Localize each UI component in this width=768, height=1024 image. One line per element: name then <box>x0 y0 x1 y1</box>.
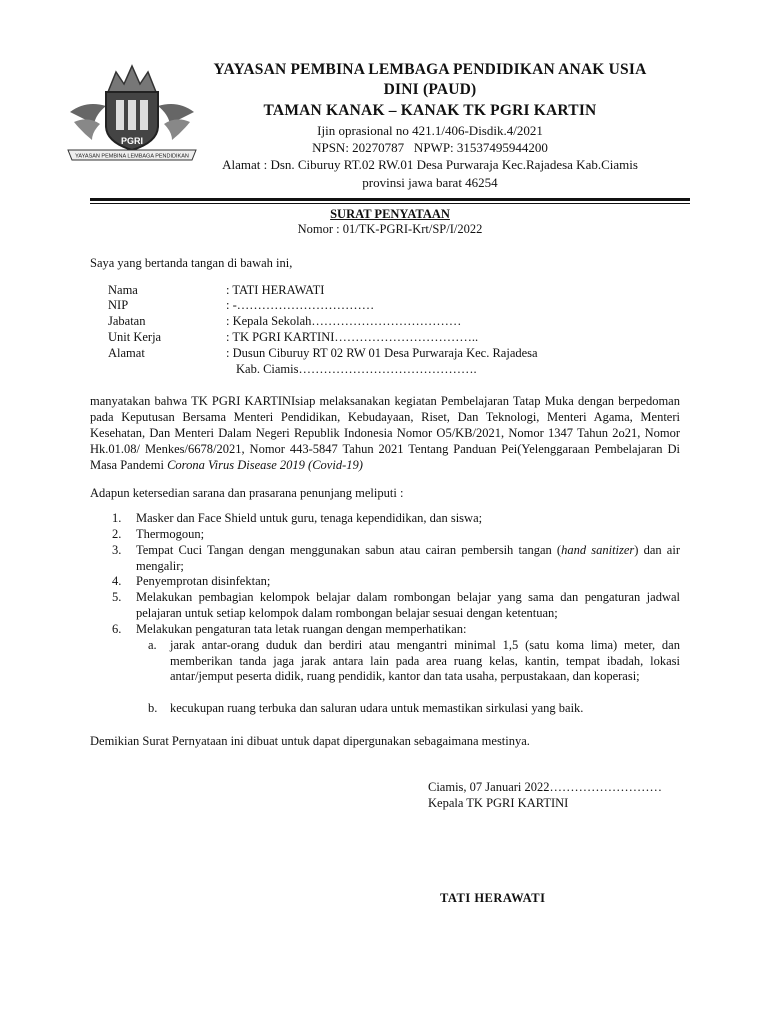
header-rule-thin <box>90 203 690 204</box>
document-title: SURAT PENYATAAN <box>330 207 450 221</box>
logo-banner-text: YAYASAN PEMBINA LEMBAGA PENDIDIKAN <box>75 153 189 160</box>
sublist-item-text: jarak antar-orang duduk dan berdiri atau mengantri minimal 1,5 (satu koma lima) meter, dan memberikan tanda jaga jarak antara lain pada area ruang kelas, kantin, tempat ibadah, lokasi antar/jemput peserta didik, ruang pendidik, kantor dan tata usaha, perpustakaan, dan koperasi; <box>170 638 680 683</box>
npsn-npwp-line: NPSN: 20270787 NPWP: 31537495944200 <box>312 140 548 155</box>
facilities-intro: Adapun ketersedian sarana dan prasarana penunjang meliputi : <box>90 486 404 500</box>
list-item-text: Masker dan Face Shield untuk guru, tenaga kependidikan, dan siswa; <box>136 511 483 525</box>
statement-italic: Corona Virus Disease 2019 (Covid-19) <box>167 458 363 472</box>
list-item-text: Melakukan pembagian kelompok belajar dalam rombongan belajar yang sama dan pengaturan jadwal pelajaran untuk setiap kelompok dalam rombongan belajar sesuai dengan ketentuan; <box>136 590 680 620</box>
org-name-line1: YAYASAN PEMBINA LEMBAGA PENDIDIKAN ANAK USIA <box>213 61 647 78</box>
list-item-number: 4. <box>112 574 122 588</box>
identity-value-address: : Dusun Ciburuy RT 02 RW 01 Desa Purwaraja Kec. Rajadesa <box>226 346 538 360</box>
signature-position: Kepala TK PGRI KARTINI <box>428 796 569 810</box>
list-item-text: Penyemprotan disinfektan; <box>136 574 271 588</box>
identity-label-unit: Unit Kerja <box>108 330 162 344</box>
address-line1: Alamat : Dsn. Ciburuy RT.02 RW.01 Desa Purwaraja Kec.Rajadesa Kab.Ciamis <box>222 157 638 172</box>
sublist-item-text: kecukupan ruang terbuka dan saluran udara untuk memastikan sirkulasi yang baik. <box>170 701 584 715</box>
signature-name: TATI HERAWATI <box>440 891 546 905</box>
list-item-text: Melakukan pengaturan tata letak ruangan dengan memperhatikan: <box>136 622 467 636</box>
list-item-text-part: ) dan air mengalir; <box>136 543 680 573</box>
sublist-item-letter: a. <box>148 638 157 652</box>
permit-line: Ijin oprasional no 421.1/406-Disdik.4/2021 <box>317 123 543 138</box>
identity-label-nip: NIP <box>108 298 129 312</box>
address-line2: provinsi jawa barat 46254 <box>362 175 498 190</box>
identity-value-position: : Kepala Sekolah……………………………… <box>226 314 462 328</box>
list-item-number: 3. <box>112 543 122 557</box>
identity-value-name: : TATI HERAWATI <box>226 283 325 297</box>
statement-text: manyatakan bahwa TK PGRI KARTINIsiap melaksanakan kegiatan Pembelajaran Tatap Muka dengan berpedoman pada Keputusan Bersama Menteri Pendidikan, Kebudayaan, Riset, Dan Teknologi, Menteri Agama, Menteri Kesehatan, Dan Menteri Dalam Negeri Republik Indonesia Nomor O5/KB/2021, Nomor 1347 Tahun 2o21, Nomor Hk.01.08/ Menkes/6678/2021, Nomor 443-5847 Tahun 2021 Tentang Panduan Pei(Yelenggaraan Pembelajaran Di Masa Pandemi <box>90 394 680 472</box>
list-item-text-part: Tempat Cuci Tangan dengan menggunakan sabun atau cairan pembersih tangan ( <box>136 543 562 557</box>
identity-value-nip: : -…………………………… <box>226 298 375 312</box>
signature-place-date: Ciamis, 07 Januari 2022……………………… <box>428 780 663 794</box>
list-item-text <box>136 543 680 574</box>
list-item-number: 1. <box>112 511 122 525</box>
org-name-line2: DINI (PAUD) <box>383 81 477 98</box>
intro-text: Saya yang bertanda tangan di bawah ini, <box>90 256 293 270</box>
identity-label-address: Alamat <box>108 346 145 360</box>
identity-value-unit: : TK PGRI KARTINI…………………………….. <box>226 330 479 344</box>
closing-text: Demikian Surat Pernyataan ini dibuat untuk dapat dipergunakan sebagaimana mestinya. <box>90 734 530 748</box>
list-item-number: 5. <box>112 590 122 604</box>
logo-text: PGRI <box>120 136 144 146</box>
list-item-number: 6. <box>112 622 122 636</box>
document-number: Nomor : 01/TK-PGRI-Krt/SP/I/2022 <box>297 222 483 236</box>
identity-label-name: Nama <box>108 283 138 297</box>
sublist-item-letter: b. <box>148 701 158 715</box>
identity-value-address-cont: Kab. Ciamis……………………………………. <box>236 362 477 376</box>
list-item-text: Thermogoun; <box>136 527 205 541</box>
header-rule-thick <box>90 198 690 201</box>
school-name: TAMAN KANAK – KANAK TK PGRI KARTIN <box>263 102 597 119</box>
statement-paragraph <box>90 393 680 473</box>
list-item-number: 2. <box>112 527 122 541</box>
identity-label-position: Jabatan <box>108 314 146 328</box>
list-item-italic: hand sanitizer <box>561 543 635 557</box>
